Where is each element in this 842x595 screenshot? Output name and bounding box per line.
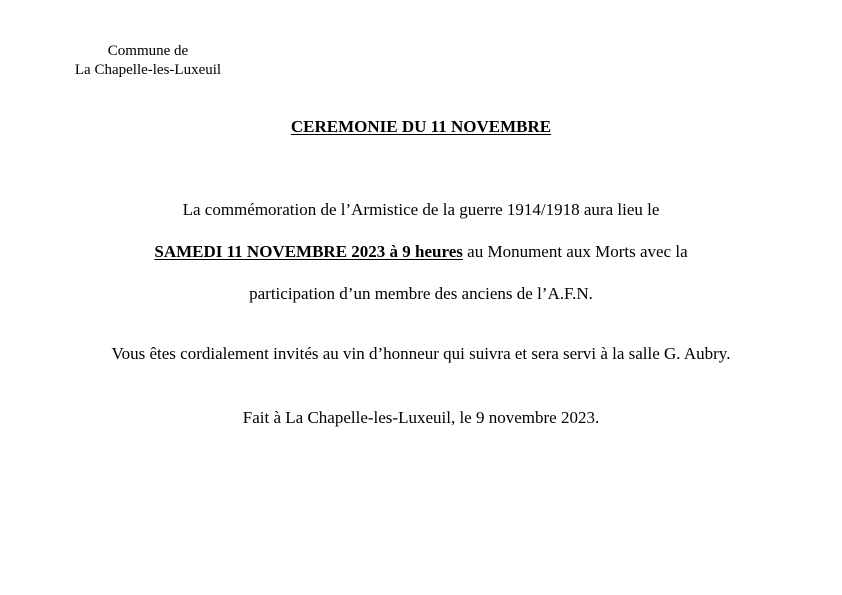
- announcement-line-1: La commémoration de l’Armistice de la guerre 1914/1918 aura lieu le: [182, 200, 660, 219]
- commune-name: La Chapelle-les-Luxeuil: [74, 62, 222, 78]
- event-date-emphasis: SAMEDI 11 NOVEMBRE 2023 à 9 heures: [154, 242, 463, 261]
- commune-header: [48, 42, 248, 80]
- announcement-line-2: [0, 242, 842, 262]
- page-title: CEREMONIE DU 11 NOVEMBRE: [290, 117, 552, 136]
- announcement-line-2-rest: au Monument aux Morts avec la: [462, 242, 688, 261]
- announcement-line-3: participation d’un membre des anciens de l’A.F.N.: [249, 284, 593, 303]
- signature-line: Fait à La Chapelle-les-Luxeuil, le 9 novembre 2023.: [242, 408, 600, 427]
- invitation-text: Vous êtes cordialement invités au vin d’honneur qui suivra et sera servi à la salle G. Aubry.: [111, 344, 731, 363]
- commune-label: Commune de: [107, 43, 189, 59]
